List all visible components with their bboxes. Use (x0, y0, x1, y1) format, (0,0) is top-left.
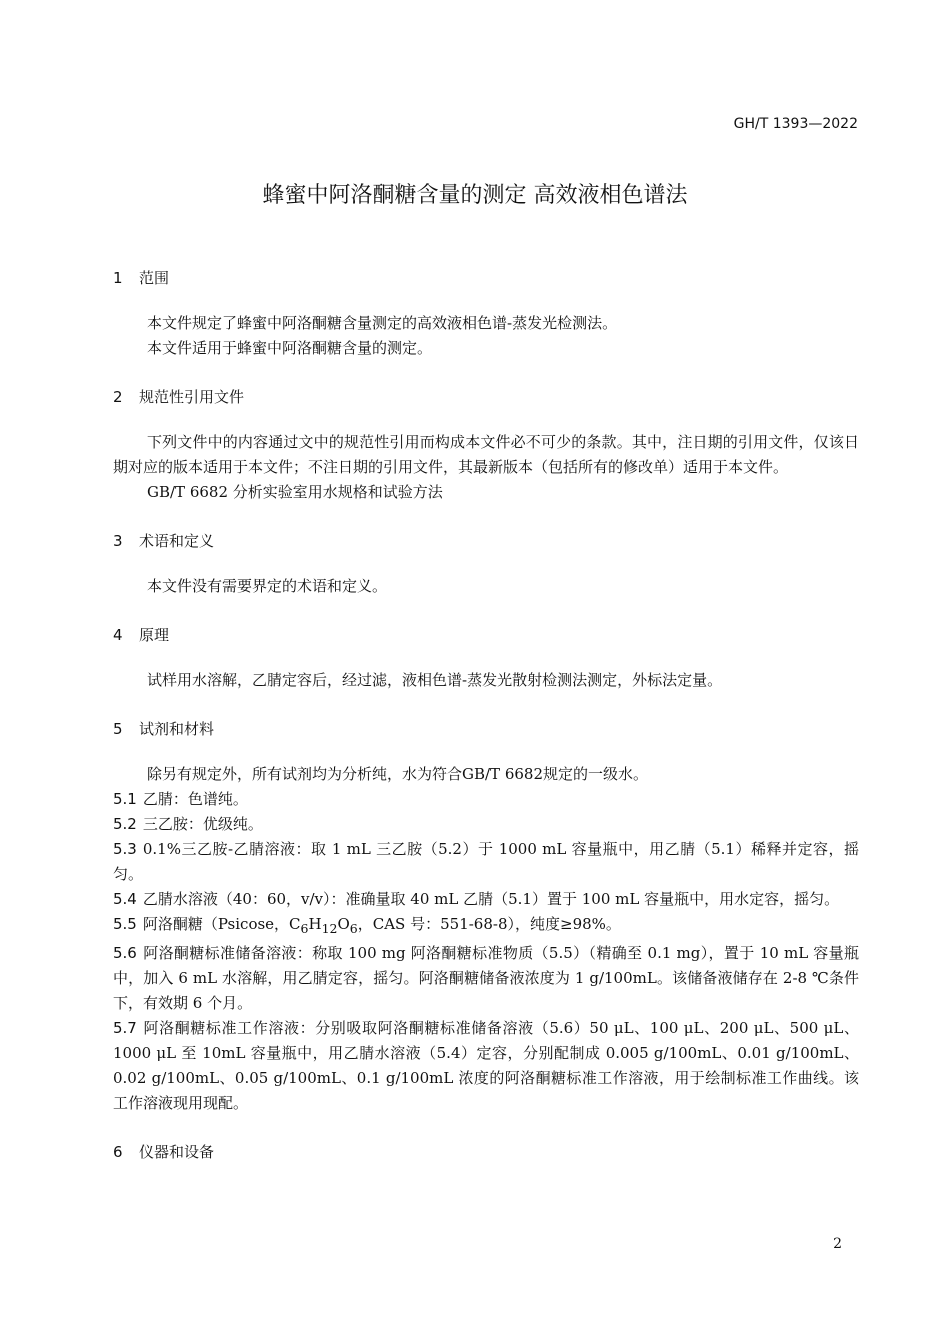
paragraph: 本文件没有需要界定的术语和定义。 (147, 577, 388, 595)
list-item: 5.4 乙腈水溶液（40：60，v/v）：准确量取 40 mL 乙腈（5.1）置于 100 mL 容量瓶中，用水定容，摇匀。 (113, 890, 840, 908)
section-heading-6: 6 仪器和设备 (113, 1143, 215, 1161)
paragraph: 本文件适用于蜂蜜中阿洛酮糖含量的测定。 (147, 339, 433, 357)
list-item: 5.1 乙腈：色谱纯。 (113, 790, 248, 808)
list-item: 5.2 三乙胺：优级纯。 (113, 815, 263, 833)
section-heading-4: 4 原理 (113, 626, 170, 644)
list-item: 5.3 0.1%三乙胺-乙腈溶液：取 1 mL 三乙胺（5.2）于 1000 mL 容量瓶中，用乙腈（5.1）稀释并定容，摇匀。 (113, 840, 859, 883)
section-heading-3: 3 术语和定义 (113, 532, 215, 550)
document-body (113, 266, 859, 1165)
list-item: 5.7 阿洛酮糖标准工作溶液：分别吸取阿洛酮糖标准储备溶液（5.6）50 μL、100 μL、200 μL、500 μL、1000 μL 至 10mL 容量瓶中，用乙腈水溶液（5.4）定容，分别配制成 0.005 g/100mL、0.01 g/100mL、0.02 g/100mL、0.05 g/100mL、0.1 g/100mL 浓度的阿洛酮糖标准工作溶液，用于绘制标准工作曲线。该工作溶液现用现配。 (113, 1019, 859, 1112)
section-heading-1: 1 范围 (113, 269, 170, 287)
document-title: 蜂蜜中阿洛酮糖含量的测定 高效液相色谱法 (262, 183, 688, 208)
paragraph: 本文件规定了蜂蜜中阿洛酮糖含量测定的高效液相色谱-蒸发光检测法。 (147, 314, 618, 332)
paragraph: 除另有规定外，所有试剂均为分析纯，水为符合GB/T 6682规定的一级水。 (147, 765, 649, 783)
section-heading-5: 5 试剂和材料 (113, 720, 215, 738)
section-heading-2: 2 规范性引用文件 (113, 388, 245, 406)
document-code: GH/T 1393—2022 (733, 116, 858, 132)
paragraph: 试样用水溶解，乙腈定容后，经过滤，液相色谱-蒸发光散射检测法测定，外标法定量。 (147, 671, 723, 689)
paragraph: 下列文件中的内容通过文中的规范性引用而构成本文件必不可少的条款。其中，注日期的引用文件，仅该日期对应的版本适用于本文件；不注日期的引用文件，其最新版本（包括所有的修改单）适用于本文件。 (113, 433, 859, 476)
list-item: 5.6 阿洛酮糖标准储备溶液：称取 100 mg 阿洛酮糖标准物质（5.5）（精确至 0.1 mg），置于 10 mL 容量瓶中，加入 6 mL 水溶解，用乙腈定容，摇匀。阿洛酮糖储备液浓度为 1 g/100mL。该储备液储存在 2-8 ℃条件下，有效期 6 个月。 (113, 944, 859, 1012)
list-item: 5.5 阿洛酮糖（Psicose，$C_6H_{12}O_6$，CAS 号：551-68-8），纯度≥98%。 (113, 915, 621, 936)
page-number: 2 (833, 1236, 842, 1252)
reference-item: GB/T 6682 分析实验室用水规格和试验方法 (147, 483, 443, 501)
